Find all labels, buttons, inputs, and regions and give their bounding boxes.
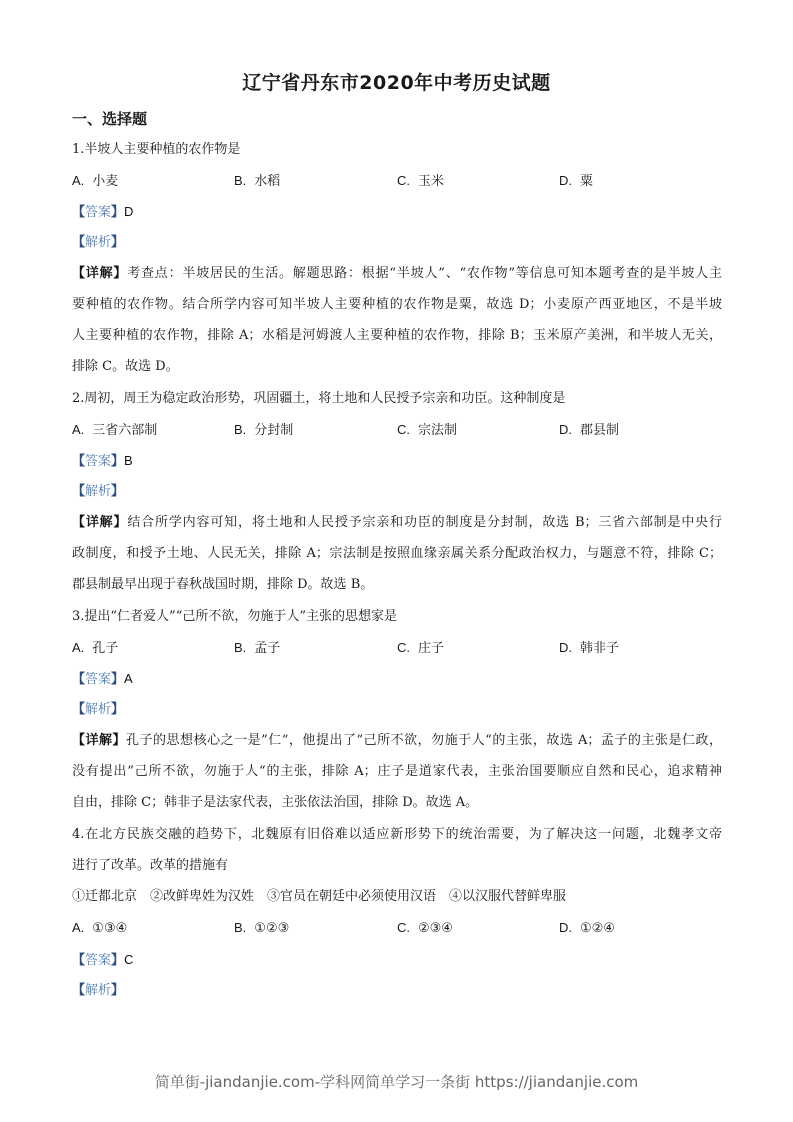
question-1-option-b: B. 水稻 bbox=[234, 173, 281, 189]
question-1-detail-line: 要种植的农作物。结合所学内容可知半坡人主要种植的农作物是粟，故选 D；小麦原产西亚地区，不是半坡 bbox=[72, 297, 722, 312]
question-3-analysis-label: 【解析】 bbox=[72, 702, 125, 717]
question-1-detail-line: 人主要种植的农作物，排除 A；水稻是河姆渡人主要种植的农作物，排除 B；玉米原产美洲，和半坡人无关， bbox=[72, 328, 722, 343]
question-3-option-a: A. 孔子 bbox=[72, 640, 119, 656]
question-2-answer: 【答案】B bbox=[72, 453, 133, 469]
section-heading: 一、选择题 bbox=[72, 110, 148, 128]
question-4-option-b: B. ①②③ bbox=[234, 920, 290, 936]
question-3-detail-line: 自由，排除 C；韩非子是法家代表，主张依法治国，排除 D。故选 A。 bbox=[72, 795, 479, 810]
question-2-option-c: C. 宗法制 bbox=[397, 422, 458, 438]
question-2-detail-line: 【详解】结合所学内容可知，将土地和人民授予宗亲和功臣的制度是分封制，故选 B；三省六部制是中央行 bbox=[72, 515, 722, 530]
question-3-detail-line: 没有提出”己所不欲，勿施于人“的主张，排除 A；庄子是道家代表，主张治国要顺应自然和民心，追求精神 bbox=[72, 764, 722, 779]
question-4-option-c: C. ②③④ bbox=[397, 920, 453, 936]
question-3-option-b: B. 孟子 bbox=[234, 640, 281, 656]
question-2-stem: 2.周初，周王为稳定政治形势，巩固疆土，将土地和人民授予宗亲和功臣。这种制度是 bbox=[72, 391, 566, 406]
question-2-option-b: B. 分封制 bbox=[234, 422, 294, 438]
footer-watermark: 简单街-jiandanjie.com-学科网简单学习一条街 https://jiandanjie.com bbox=[154, 1073, 639, 1091]
question-2-option-d: D. 郡县制 bbox=[559, 422, 620, 438]
question-3-option-c: C. 庄子 bbox=[397, 640, 445, 656]
question-1-analysis-label: 【解析】 bbox=[72, 235, 125, 250]
question-4-stem: 4.在北方民族交融的趋势下，北魏原有旧俗难以适应新形势下的统治需要，为了解决这一问题，北魏孝文帝 bbox=[72, 827, 722, 842]
question-1-option-d: D. 粟 bbox=[559, 173, 594, 189]
question-4-option-d: D. ①②④ bbox=[559, 920, 615, 936]
question-4-option-a: A. ①③④ bbox=[72, 920, 128, 936]
question-3-stem: 3.提出“仁者爱人”“己所不欲，勿施于人”主张的思想家是 bbox=[72, 609, 397, 624]
document-title: 辽宁省丹东市2020年中考历史试题 bbox=[242, 72, 551, 94]
question-1-answer: 【答案】D bbox=[72, 204, 134, 220]
question-2-option-a: A. 三省六部制 bbox=[72, 422, 158, 438]
question-1-detail-line: 【详解】考查点：半坡居民的生活。解题思路：根据“半坡人”、“农作物”等信息可知本题考查的是半坡人主 bbox=[72, 266, 722, 281]
question-3-answer: 【答案】A bbox=[72, 671, 133, 687]
question-2-detail-line: 郡县制最早出现于春秋战国时期，排除 D。故选 B。 bbox=[72, 577, 374, 592]
question-1-option-c: C. 玉米 bbox=[397, 173, 445, 189]
question-1-option-a: A. 小麦 bbox=[72, 173, 119, 189]
question-3-detail-line: 【详解】孔子的思想核心之一是”仁“，他提出了”己所不欲，勿施于人“的主张，故选 A；孟子的主张是仁政， bbox=[72, 733, 722, 748]
question-1-stem: 1.半坡人主要种植的农作物是 bbox=[72, 142, 241, 157]
question-4-answer: 【答案】C bbox=[72, 952, 134, 968]
question-2-analysis-label: 【解析】 bbox=[72, 484, 125, 499]
question-4-analysis-label: 【解析】 bbox=[72, 983, 125, 998]
question-4-stem: 进行了改革。改革的措施有 bbox=[72, 858, 229, 873]
question-4-measures: ①迁都北京 ②改鲜卑姓为汉姓 ③官员在朝廷中必须使用汉语 ④以汉服代替鲜卑服 bbox=[72, 889, 567, 904]
question-1-detail-line: 排除 C。故选 D。 bbox=[72, 359, 179, 374]
question-3-option-d: D. 韩非子 bbox=[559, 640, 620, 656]
question-2-detail-line: 政制度，和授予土地、人民无关，排除 A；宗法制是按照血缘亲属关系分配政治权力，与题意不符，排除 C； bbox=[72, 546, 722, 561]
